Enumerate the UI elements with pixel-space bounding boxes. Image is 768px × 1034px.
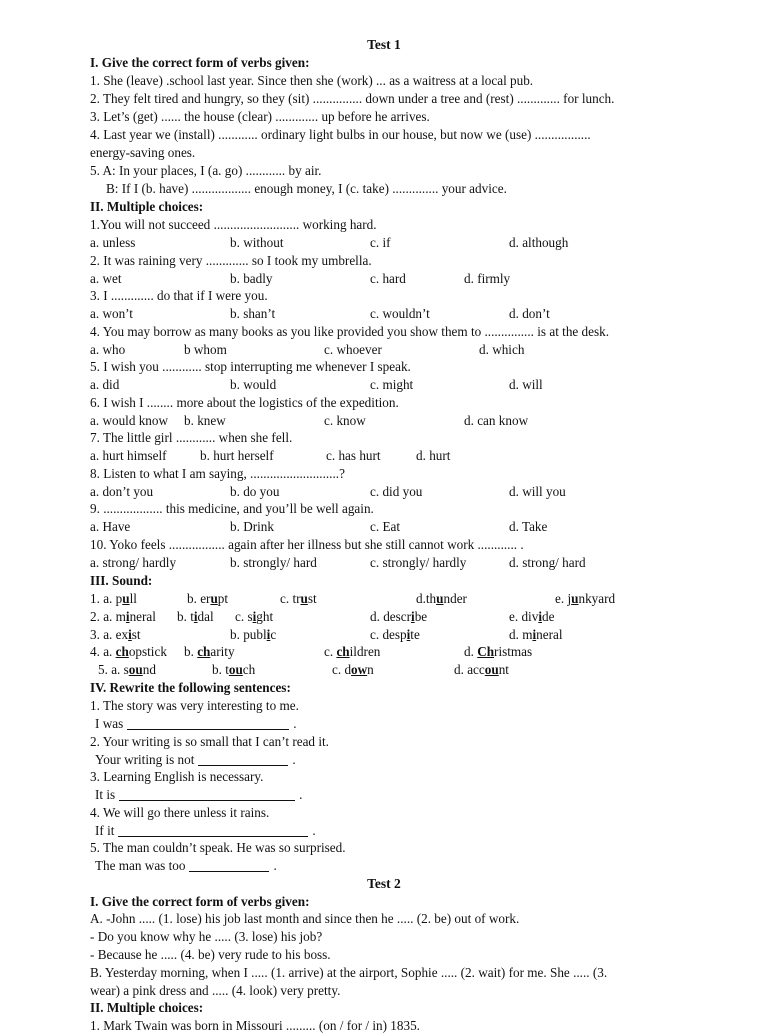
rewrite-start: Your writing is not xyxy=(95,751,195,767)
underlined-sound: i xyxy=(538,608,542,624)
sound-word xyxy=(90,608,156,625)
word-suffix: be xyxy=(414,608,428,624)
mc-option-b: b. would xyxy=(230,377,277,392)
test1-part2-heading: II. Multiple choices: xyxy=(90,199,204,214)
word-prefix: e. j xyxy=(555,591,572,606)
underlined-sound: ou xyxy=(484,662,499,678)
underlined-sound: u xyxy=(300,591,308,606)
rewrite-end: . xyxy=(312,822,316,838)
rewrite-question: 1. The story was very interesting to me. xyxy=(90,698,299,713)
underlined-sound: i xyxy=(193,608,198,624)
test1-title: Test 1 xyxy=(367,37,401,52)
answer-blank[interactable] xyxy=(118,824,308,837)
mc-option-d: d. Take xyxy=(509,519,548,534)
mc-option-b: b. badly xyxy=(230,270,273,286)
word-suffix: neral xyxy=(129,608,156,624)
underlined-sound: ow xyxy=(351,662,368,678)
verb-line: energy-saving ones. xyxy=(90,145,196,160)
underlined-sound: u xyxy=(210,591,218,606)
mc-option-b: b whom xyxy=(184,341,227,357)
word-prefix: d. descr xyxy=(370,608,412,624)
mc-options xyxy=(90,270,748,287)
underlined-sound: ch xyxy=(197,644,211,660)
word-prefix: b. t xyxy=(212,662,229,678)
mc-option-b: b. hurt herself xyxy=(200,448,274,463)
word-suffix: nt xyxy=(498,662,509,678)
verb-line: 1. She (leave) .school last year. Since then she (work) ... as a waitress at a local pub. xyxy=(90,73,534,88)
underlined-sound: i xyxy=(125,608,130,624)
sound-word xyxy=(370,626,420,643)
sound-word xyxy=(90,626,141,643)
sound-word xyxy=(509,608,554,625)
rewrite-start: If it xyxy=(95,822,115,838)
rewrite-start: It is xyxy=(95,787,116,802)
word-suffix: dal xyxy=(197,608,214,624)
mc-option-d: d. can know xyxy=(464,412,529,428)
word-suffix: arity xyxy=(210,644,235,660)
word-suffix: ildren xyxy=(349,644,381,660)
mc-option-b: b. without xyxy=(230,235,284,250)
verb-line: - Because he ..... (4. be) very rude to his boss. xyxy=(90,947,331,962)
underlined-sound: ch xyxy=(115,644,129,660)
word-prefix: 5. a. s xyxy=(98,662,129,678)
mc-question: 3. I ............. do that if I were you. xyxy=(90,288,268,303)
rewrite-end: . xyxy=(299,787,303,802)
sound-word xyxy=(509,626,562,643)
mc-option-c: c. know xyxy=(324,412,366,428)
sound-word xyxy=(464,643,532,660)
word-prefix: 2. a. m xyxy=(90,608,126,624)
sound-word xyxy=(280,590,317,607)
mc-question: 6. I wish I ........ more about the logistics of the expedition. xyxy=(90,394,399,410)
answer-blank[interactable] xyxy=(119,788,295,801)
word-suffix: n xyxy=(367,662,374,678)
word-prefix: c. tr xyxy=(280,591,301,606)
mc-question: 1.You will not succeed .......................... working hard. xyxy=(90,217,377,232)
underlined-sound: u xyxy=(436,591,444,606)
sound-word xyxy=(555,590,615,607)
word-prefix: b. publ xyxy=(230,626,267,642)
word-suffix: ristmas xyxy=(494,644,533,660)
mc-option-c: c. might xyxy=(370,377,414,392)
word-prefix: b. xyxy=(184,644,198,660)
underlined-sound: i xyxy=(128,626,132,642)
word-suffix: ll xyxy=(129,591,137,606)
underlined-sound: u xyxy=(122,591,130,606)
mc-option-a: a. strong/ hardly xyxy=(90,554,177,570)
sound-word xyxy=(324,643,380,660)
test1-part1-heading: I. Give the correct form of verbs given: xyxy=(90,55,310,70)
mc-option-b: b. strongly/ hard xyxy=(230,554,317,570)
word-prefix: d. xyxy=(464,644,478,660)
sound-word xyxy=(187,590,228,607)
mc-option-a: a. won’t xyxy=(90,306,133,321)
mc-option-c: c. Eat xyxy=(370,519,401,534)
sound-word xyxy=(184,643,235,660)
test2-title: Test 2 xyxy=(367,876,401,891)
mc-option-d: d. although xyxy=(509,235,569,250)
mc-question: 8. Listen to what I am saying, ...........................? xyxy=(90,465,345,481)
word-suffix: st xyxy=(307,591,317,606)
sound-word xyxy=(235,608,273,625)
mc-option-a: a. did xyxy=(90,377,120,392)
rewrite-answer-line xyxy=(95,822,748,839)
sound-word xyxy=(230,626,276,643)
underlined-sound: i xyxy=(411,608,415,624)
mc-question: 4. You may borrow as many books as you like provided you show them to ............... is at the desk. xyxy=(90,323,610,339)
rewrite-question: 3. Learning English is necessary. xyxy=(90,769,264,784)
word-suffix: pt xyxy=(217,591,229,606)
mc-option-d: d. will you xyxy=(509,483,566,499)
rewrite-end: . xyxy=(293,716,297,731)
word-suffix: ch xyxy=(242,662,256,678)
rewrite-answer-line xyxy=(95,715,748,732)
mc-option-a: a. wet xyxy=(90,270,122,286)
word-prefix: c. s xyxy=(235,608,253,624)
underlined-sound: ou xyxy=(228,662,243,678)
mc-options xyxy=(90,341,748,358)
mc-options xyxy=(90,518,748,535)
sound-word xyxy=(212,661,255,678)
underlined-sound: i xyxy=(252,608,257,624)
word-prefix: 4. a. xyxy=(90,644,116,660)
sound-word xyxy=(90,590,137,607)
verb-line: - Do you know why he ..... (3. lose) his job? xyxy=(90,929,323,944)
sound-row xyxy=(90,590,748,607)
underlined-sound: ou xyxy=(128,662,143,678)
word-suffix: nder xyxy=(443,591,467,606)
sound-row xyxy=(90,626,748,643)
mc-option-b: b. shan’t xyxy=(230,306,276,321)
mc-option-c: c. hard xyxy=(370,270,406,286)
verb-line: 3. Let’s (get) ...... the house (clear) ............. up before he arrives. xyxy=(90,109,430,124)
sound-row xyxy=(90,608,748,625)
verb-line: 4. Last year we (install) ............ ordinary light bulbs in our house, but now we (use) ................. xyxy=(90,127,591,142)
answer-blank[interactable] xyxy=(189,859,269,872)
mc-option-a: a. unless xyxy=(90,235,136,250)
mc-option-d: d. will xyxy=(509,377,543,392)
underlined-sound: Ch xyxy=(477,644,495,660)
mc-option-a: a. don’t you xyxy=(90,483,154,499)
underlined-sound: i xyxy=(406,626,411,642)
mc-option-b: b. Drink xyxy=(230,519,274,534)
rewrite-question: 4. We will go there unless it rains. xyxy=(90,804,270,820)
word-prefix: c. d xyxy=(332,662,352,678)
underlined-sound: u xyxy=(571,591,579,606)
sound-word xyxy=(98,661,156,678)
sound-word xyxy=(332,661,374,678)
mc-option-b: b. do you xyxy=(230,483,280,499)
word-prefix: e. div xyxy=(509,608,539,624)
verb-line: wear) a pink dress and ..... (4. look) very pretty. xyxy=(90,983,341,998)
rewrite-question: 5. The man couldn’t speak. He was so surprised. xyxy=(90,840,346,855)
sound-word xyxy=(454,661,509,678)
sound-row xyxy=(90,661,748,678)
rewrite-question: 2. Your writing is so small that I can’t read it. xyxy=(90,733,329,749)
mc-option-c: c. has hurt xyxy=(326,448,381,463)
mc-option-b: b. knew xyxy=(184,412,226,428)
word-suffix: c xyxy=(270,626,277,642)
word-suffix: nkyard xyxy=(578,591,616,606)
mc-options xyxy=(90,305,748,322)
mc-option-a: a. who xyxy=(90,341,126,357)
mc-options xyxy=(90,376,748,393)
sound-word xyxy=(370,608,427,625)
word-suffix: st xyxy=(131,626,141,642)
rewrite-answer-line xyxy=(95,857,748,874)
mc-options xyxy=(90,554,748,571)
word-prefix: 1. a. p xyxy=(90,591,123,606)
verb-line: 2. They felt tired and hungry, so they (sit) ............... down under a tree and (rest) ............. for lunch. xyxy=(90,91,615,106)
mc-option-c: c. if xyxy=(370,235,391,250)
mc-question: 9. .................. this medicine, and you’ll be well again. xyxy=(90,501,374,516)
verb-line: B. Yesterday morning, when I ..... (1. arrive) at the airport, Sophie ..... (2. wait) for me. She ..... (3. xyxy=(90,965,608,980)
mc-option-d: d. which xyxy=(479,341,525,357)
test1-part4-heading: IV. Rewrite the following sentences: xyxy=(90,680,291,695)
test2-part2-heading: II. Multiple choices: xyxy=(90,1000,204,1015)
underlined-sound: i xyxy=(532,626,537,642)
sound-word xyxy=(416,590,467,607)
rewrite-end: . xyxy=(273,858,277,873)
mc-option-d: d. firmly xyxy=(464,270,511,286)
mc-option-c: c. whoever xyxy=(324,341,382,357)
verb-line: 5. A: In your places, I (a. go) ............ by air. xyxy=(90,163,322,178)
rewrite-answer-line xyxy=(95,751,748,768)
mc-option-d: d. hurt xyxy=(416,448,451,463)
word-prefix: c. desp xyxy=(370,626,407,642)
underlined-sound: ch xyxy=(336,644,350,660)
word-suffix: ght xyxy=(256,608,274,624)
rewrite-start: The man was too xyxy=(95,858,186,873)
mc-option-d: d. strong/ hard xyxy=(509,554,586,570)
mc-options xyxy=(90,447,748,464)
word-suffix: opstick xyxy=(128,644,167,660)
rewrite-end: . xyxy=(292,751,296,767)
sound-word xyxy=(90,643,167,660)
answer-blank[interactable] xyxy=(198,753,288,766)
underlined-sound: i xyxy=(266,626,271,642)
mc-options xyxy=(90,412,748,429)
rewrite-answer-line xyxy=(95,786,748,803)
mc-option-c: c. strongly/ hardly xyxy=(370,554,467,570)
rewrite-start: I was xyxy=(95,716,124,731)
word-suffix: te xyxy=(410,626,420,642)
mc-option-a: a. would know xyxy=(90,412,169,428)
mc-option-c: c. wouldn’t xyxy=(370,306,430,321)
mc-options xyxy=(90,483,748,500)
mc-option-c: c. did you xyxy=(370,483,423,499)
mc-option-d: d. don’t xyxy=(509,306,550,321)
mc-question: 10. Yoko feels ................. again after her illness but she still cannot work ............ . xyxy=(90,536,524,552)
mc-question: 5. I wish you ............ stop interrupting me whenever I speak. xyxy=(90,359,411,374)
word-prefix: b. t xyxy=(177,608,194,624)
word-prefix: d. acc xyxy=(454,662,485,678)
mc-option-a: a. Have xyxy=(90,519,131,534)
verb-line: A. -John ..... (1. lose) his job last month and since then he ..... (2. be) out of work. xyxy=(90,911,520,926)
test2-part1-heading: I. Give the correct form of verbs given: xyxy=(90,894,310,909)
word-prefix: b. er xyxy=(187,591,211,606)
word-suffix: de xyxy=(541,608,555,624)
word-prefix: 3. a. ex xyxy=(90,626,129,642)
test1-part3-heading: III. Sound: xyxy=(90,573,153,588)
sound-row xyxy=(90,643,748,660)
verb-line: B: If I (b. have) .................. enough money, I (c. take) .............. your advice. xyxy=(106,181,507,196)
word-suffix: nd xyxy=(142,662,156,678)
mc-option-a: a. hurt himself xyxy=(90,448,167,463)
answer-blank[interactable] xyxy=(127,717,289,730)
word-suffix: neral xyxy=(536,626,563,642)
mc-question: 7. The little girl ............ when she fell. xyxy=(90,430,293,445)
word-prefix: c. xyxy=(324,644,337,660)
word-prefix: d. m xyxy=(509,626,533,642)
mc-question: 1. Mark Twain was born in Missouri ......... (on / for / in) 1835. xyxy=(90,1018,420,1033)
sound-word xyxy=(177,608,214,625)
word-prefix: d.th xyxy=(416,591,437,606)
mc-question: 2. It was raining very ............. so I took my umbrella. xyxy=(90,252,372,268)
mc-options xyxy=(90,234,748,251)
